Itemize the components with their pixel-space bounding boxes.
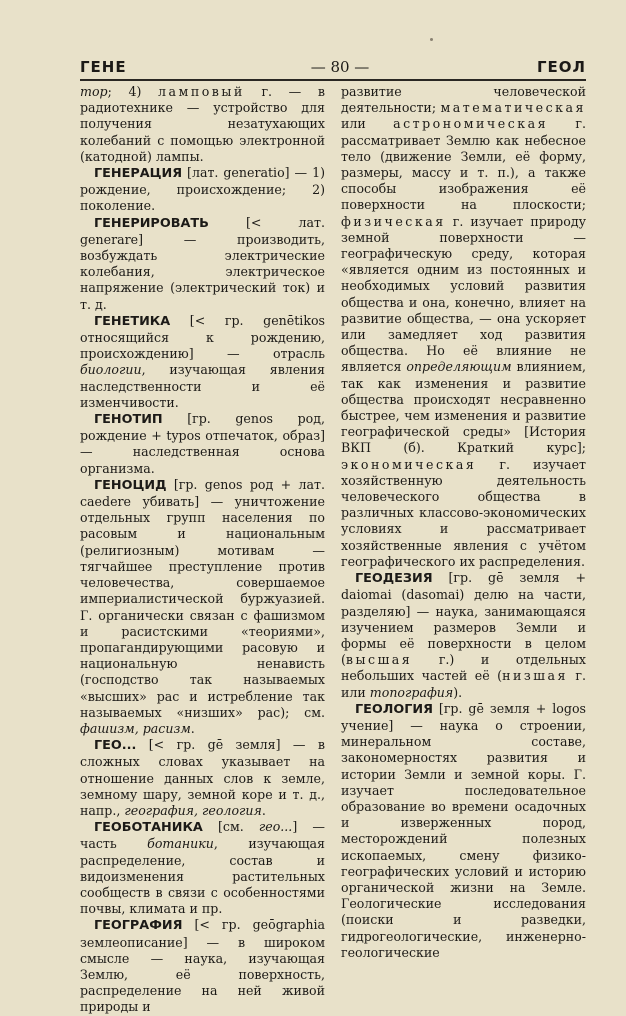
spaced-term: низшая [502,668,568,684]
running-header [80,58,586,78]
paper-speck [430,38,433,41]
entry-text: влиянием, так как изменения и развитие общества происходят несравненно быстрее, чем изменения и развитие географической среды» [История ВКП (б). Краткий курс]; [341,359,586,456]
entry-text: г. изучает хозяйственную деятельность человеческого общества в различных классово-экономических условиях и рассматривает хозяйственные явления с учётом географического их распределения. [341,456,586,569]
entry-text: , изучающая распределение, состав и видоизменения растительных сообществ в связи с особенностями почвы, климата и пр. [80,836,325,917]
headword: ГЕНЕТИКА [94,313,171,329]
spaced-term: физическая [341,213,446,229]
entry-text: г. — в радиотехнике — устройство для получения незатухающих колебаний с помощью электронной (катодной) лампы. [80,84,325,164]
cross-reference: ботаники [147,836,214,852]
spaced-term: экономическая [341,456,477,472]
entry-text: [гр. gē земля + daiomai (dasomai) делю на части, разделяю] — наука, занимающаяся изучением размеров Земли и формы её поверхности в целом ( [341,570,586,668]
cross-reference: гео... [258,819,293,835]
entry-text: [см. [202,819,259,835]
entry-text: . [190,720,195,736]
entry-text: [< гр. genētikos относящийся к рождению, происхождению] — отрасль [80,312,325,362]
entry-text: [гр. genos род + лат. caedere убивать] — уничтожение отдельных групп населения по расовым и национальным (религиозным) мотивам — тягчайшее преступление против человечества, совершаемое империалистической буржуазией. Г. органически связан с фашизмом и расистскими «теориями», пропагандирующими расовую и национальную ненависть (господство так называемых «высших» рас и истребление так называемых «низших» рас); см. [80,476,325,720]
entry-text: . [261,802,266,818]
entry-text: развитие человеческой деятельности; [341,84,586,116]
entry-genotip [80,411,325,477]
cross-reference: география, геология [124,802,262,818]
header-guide-word-right: ГЕОЛ [536,58,586,76]
right-column [341,84,586,961]
headword: ГЕОДЕЗИЯ [355,571,433,587]
entry-geobotanika [80,819,325,917]
headword: ГЕОЛОГИЯ [355,701,433,717]
cross-reference: биологии [80,362,142,378]
entry-text: , изучающая явления наследственности и её изменчивости. [80,362,325,410]
spaced-term: высшая [345,652,413,668]
entry-text: или [341,116,394,132]
headword: ГЕОБОТАНИКА [94,820,203,836]
entry-text: [гр. genos род, рождение + typos отпечаток, образ] — наследственная основа организма. [80,411,325,476]
entry-text: [гр. gē земля + logos учение] — наука о строении, минеральном составе, закономерностях развития и истории Земли и земной коры. Г. изучает последовательное образование во времени осадочных и изверженных пород, месторождений полезных ископаемых, смену физико-географических условий и историю органической жизни на Земле. Геологические исследования (поиски и разведки, гидрогеологические, инженерно-геологические [341,700,586,960]
entry-text: г.) и отдельных небольших частей её ( [341,652,586,684]
entry-geografiya [80,917,325,1015]
header-rule [80,79,586,81]
emphasis: определяющим [406,359,512,375]
headword: ГЕО... [94,738,137,754]
italic-fragment: тор [80,84,108,99]
entry-text: ). [453,684,463,700]
entry-text: [лат. generatio] — 1) рождение, происхождение; 2) поколение. [80,165,325,214]
entry-text: ; 4) [107,84,159,99]
entry-geodeziya [341,570,586,701]
entry-text: г. или [341,668,586,700]
cross-reference: топография [369,684,454,700]
entry-text: [< лат. generare] — производить, возбуждать электрические колебания, электрическое напряжение (электрический ток) и т. д. [80,214,325,312]
entry-genotsid [80,477,325,737]
entry-genetika [80,313,325,411]
entry-text: ] — часть [80,819,325,852]
spaced-term: астрономическая [393,116,549,132]
headword: ГЕНЕРАЦИЯ [94,166,183,182]
header-guide-word-left: ГЕНЕ [80,58,127,76]
entry-text: [< гр. gē земля] — в сложных словах указывает на отношение данных слов к земле, земному шару, земной коре и т. д., напр., [80,737,325,818]
spaced-term: математическая [440,100,586,116]
cross-reference: фашизм, расизм [80,720,191,736]
entry-text: г. изучает природу земной поверхности — географическую среду, которая «является одним из постоянных и необходимых условий развития общества и она, конечно, влияет на развитие общества, — она ускоряет или замедляет ход развития общества. Но её влияние не является [341,213,586,375]
left-column [80,84,325,1016]
page-number: — 80 — [310,58,370,76]
entry-geografiya-continued [341,84,586,570]
entry-geologiya [341,701,586,961]
entry-text: [< гр. geōgraphia землеописание] — в широком смысле — наука, изучающая Землю, её поверхность, распределение на ней живой природы и [80,917,325,1015]
entry-geo [80,737,325,819]
headword: ГЕОГРАФИЯ [94,918,183,934]
spaced-term: ламповый [158,84,245,99]
entry-generirovat [80,215,325,313]
entry-continuation [80,84,325,165]
headword: ГЕНЕРИРОВАТЬ [94,215,209,231]
headword: ГЕНОЦИД [94,477,167,493]
entry-generatsiya [80,165,325,215]
entry-text: г. рассматривает Землю как небесное тело (движение Земли, её форму, размеры, массу и т. п.), а также способы изображения её поверхности на плоскости; [341,116,586,213]
headword: ГЕНОТИП [94,412,163,428]
